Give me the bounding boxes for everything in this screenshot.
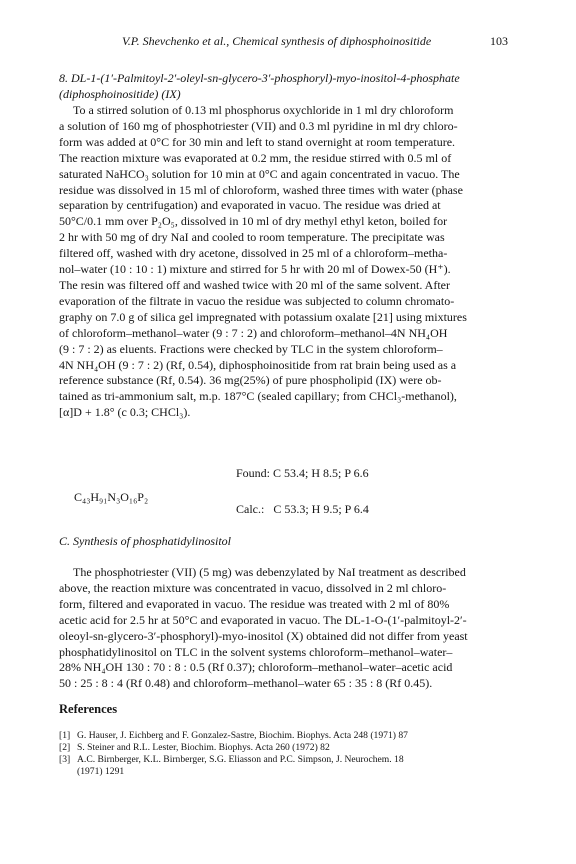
references-heading: References <box>59 702 118 716</box>
section-c-title: C. Synthesis of phosphatidylinositol <box>59 534 232 548</box>
text-line: 4N NH₄OH (9 : 7 : 2) (Rf, 0.54), diphosphoinositide from rat brain being used as a <box>59 357 457 372</box>
section-c-heading <box>59 533 522 549</box>
molecular-formula: C₄₃H₉₁N₃O₁₆P₂ <box>74 490 149 504</box>
references-list <box>59 730 529 778</box>
reference-text: A.C. Birnberger, K.L. Birnberger, S.G. Eliasson and P.C. Simpson, J. Neurochem. 18 <box>77 754 404 765</box>
text-line: graphy on 7.0 g of silica gel impregnated with potassium oxalate [21] using mixtures <box>59 309 467 324</box>
text-line: 50°C/0.1 mm over P₂O₅, dissolved in 10 ml of dry methyl ethyl keton, boiled for <box>59 214 448 229</box>
section-8-heading <box>59 70 522 102</box>
text-line: oleoyl-sn-glycero-3′-phosphoryl)-myo-inositol (X) obtained did not differ from yeast <box>59 628 468 643</box>
text-line: form, filtered and evaporated in vacuo. The residue was treated with 2 ml of 80% <box>59 596 450 611</box>
text-line: acetic acid for 2.5 hr at 50°C and evaporated in vacuo. The DL-1-O-(1′-palmitoyl-2′- <box>59 612 467 627</box>
text-line: To a stirred solution of 0.13 ml phosphorus oxychloride in 1 ml dry chloroform <box>73 103 454 117</box>
text-line: residue was dissolved in 15 ml of chloroform, washed three times with water (phase <box>59 182 463 197</box>
section-8-title-line-1: 8. DL-1-(1′-Palmitoyl-2′-oleyl-sn-glycero-3′-phosphoryl)-myo-inositol-4-phosphate <box>59 71 460 85</box>
text-line: of chloroform–methanol–water (9 : 7 : 2) and chloroform–methanol–4N NH₄OH <box>59 325 448 340</box>
text-line: The reaction mixture was evaporated at 0.2 mm, the residue stirred with 0.5 ml of <box>59 150 452 165</box>
reference-text: S. Steiner and R.L. Lester, Biochim. Biophys. Acta 260 (1972) 82 <box>77 742 330 753</box>
text-line: The resin was filtered off and washed twice with 20 ml of the same solvent. After <box>59 277 451 292</box>
text-line: filtered off, washed with dry acetone, dissolved in 25 ml of a chloroform–metha- <box>59 246 448 261</box>
text-line: 50 : 25 : 8 : 4 (Rf 0.48) and chloroform–methanol–water 65 : 35 : 8 (Rf 0.45). <box>59 676 433 691</box>
section-8-title-line-2: (diphosphoinositide) (IX) <box>59 87 181 101</box>
elemental-analysis-calc: Calc.: C 53.3; H 9.5; P 6.4 <box>236 502 369 516</box>
text-line: The phosphotriester (VII) (5 mg) was debenzylated by NaI treatment as described <box>73 565 466 579</box>
paragraph-synthesis-pi <box>59 565 522 692</box>
text-line: saturated NaHCO₃ solution for 10 min at 0°C and again concentrated in vacuo. The <box>59 166 460 181</box>
text-line: form was added at 0°C for 30 min and left to stand overnight at room temperature. <box>59 134 456 149</box>
text-line: tained as tri-ammonium salt, m.p. 187°C (sealed capillary; from CHCl₃-methanol), <box>59 389 457 404</box>
reference-number: [3] <box>59 754 71 765</box>
elemental-analysis-found: Found: C 53.4; H 8.5; P 6.6 <box>236 466 369 480</box>
reference-text-continuation: (1971) 1291 <box>77 766 125 777</box>
running-head: V.P. Shevchenko et al., Chemical synthesis of diphosphoinositide <box>122 34 432 48</box>
text-line: 28% NH₄OH 130 : 70 : 8 : 0.5 (Rf 0.37); chloroform–methanol–water–acetic acid <box>59 660 453 675</box>
text-line: 2 hr with 50 mg of dry NaI and cooled to room temperature. The precipitate was <box>59 230 445 245</box>
reference-item <box>59 754 529 766</box>
text-line: nol–water (10 : 10 : 1) mixture and stirred for 5 hr with 20 ml of Dowex-50 (H⁺). <box>59 262 451 277</box>
reference-text: G. Hauser, J. Eichberg and F. Gonzalez-Sastre, Biochim. Biophys. Acta 248 (1971) 87 <box>77 730 408 741</box>
page-number: 103 <box>490 34 508 48</box>
paragraph-synthesis-ix <box>59 103 522 421</box>
reference-number: [1] <box>59 730 71 741</box>
text-line: evaporation of the filtrate in vacuo the residue was subjected to column chromato- <box>59 293 455 308</box>
text-line: (9 : 7 : 2) as eluents. Fractions were checked by TLC in the system chloroform– <box>59 341 443 356</box>
text-line: reference substance (Rf, 0.54). 36 mg(25%) of pure phospholipid (IX) were ob- <box>59 373 442 388</box>
reference-item <box>59 730 529 742</box>
text-line: phosphatidylinositol on TLC in the solvent systems chloroform–methanol–water– <box>59 644 453 659</box>
page-header <box>0 34 576 50</box>
text-line: separation by centrifugation) and evaporated in vacuo. The residue was dried at <box>59 198 441 213</box>
reference-number: [2] <box>59 742 71 753</box>
text-line: [α]D + 1.8° (c 0.3; CHCl₃). <box>59 405 191 420</box>
text-line: a solution of 160 mg of phosphotriester (VII) and 0.3 ml pyridine in ml dry chloro- <box>59 118 458 133</box>
reference-item <box>59 742 529 754</box>
text-line: above, the reaction mixture was concentrated in vacuo, dissolved in 2 ml chloro- <box>59 580 447 595</box>
